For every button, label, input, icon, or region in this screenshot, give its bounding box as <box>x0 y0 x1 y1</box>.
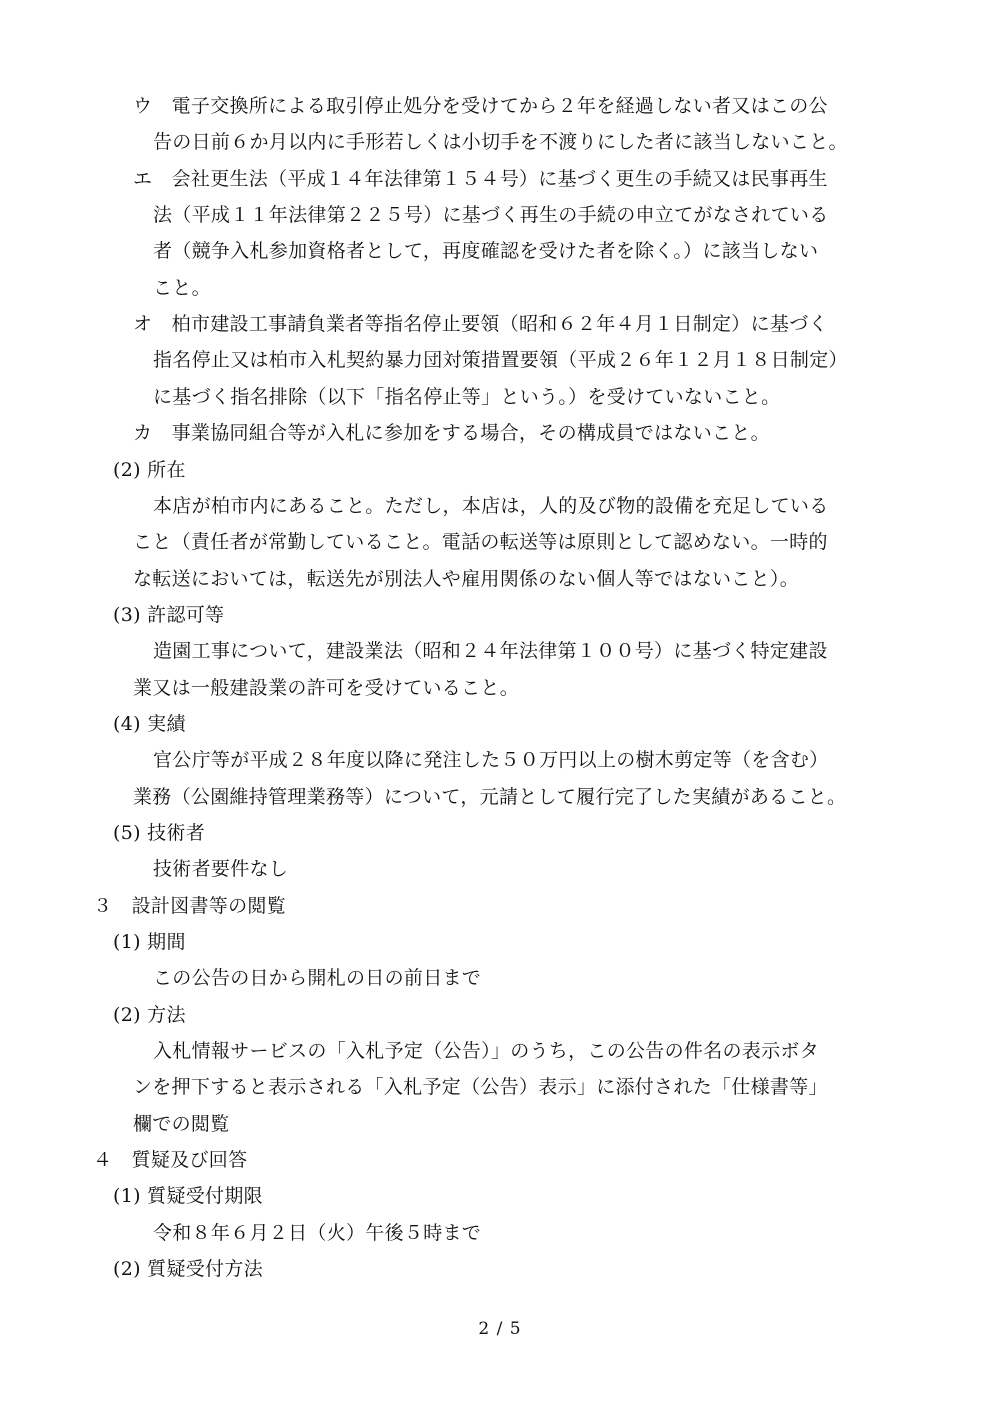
item-ka-line-1: カ 事業協同組合等が入札に参加をする場合，その構成員ではないこと。 <box>133 422 770 444</box>
location-line-3: な転送においては，転送先が別法人や雇用関係のない個人等ではないこと）。 <box>133 568 800 590</box>
item-u-line-2: 告の日前６か月以内に手形若しくは小切手を不渡りにした者に該当しないこと。 <box>153 131 848 153</box>
method-line-3: 欄での閲覧 <box>133 1113 230 1135</box>
location-line-1: 本店が柏市内にあること。ただし，本店は，人的及び物的設備を充足している <box>153 495 829 517</box>
item-e-line-4: こと。 <box>153 277 211 299</box>
item-e-line-2: 法（平成１１年法律第２２５号）に基づく再生の手続の申立てがなされている <box>153 204 829 226</box>
item-o-line-3: に基づく指名排除（以下「指名停止等」という。）を受けていないこと。 <box>153 386 781 408</box>
record-line-2: 業務（公園維持管理業務等）について，元請として履行完了した実績があること。 <box>133 786 847 808</box>
item-o-line-2: 指名停止又は柏市入札契約暴力団対策措置要領（平成２６年１２月１８日制定） <box>153 349 848 371</box>
method-line-1: 入札情報サービスの「入札予定（公告）」のうち，この公告の件名の表示ボタ <box>153 1040 820 1062</box>
section-3-heading: ３ 設計図書等の閲覧 <box>93 895 287 917</box>
deadline-line-1: 令和８年６月２日（火）午後５時まで <box>153 1222 482 1244</box>
permits-line-1: 造園工事について，建設業法（昭和２４年法律第１００号）に基づく特定建設 <box>153 640 828 662</box>
heading-3-permits: (3) 許認可等 <box>113 604 225 626</box>
item-e-line-3: 者（競争入札参加資格者として，再度確認を受けた者を除く。）に該当しない <box>153 240 819 262</box>
location-line-2: こと（責任者が常勤していること。電話の転送等は原則として認めない。一時的 <box>133 531 828 553</box>
heading-5-engineer: (5) 技術者 <box>113 822 206 844</box>
heading-4-record: (4) 実績 <box>113 713 186 735</box>
item-u-line-1: ウ 電子交換所による取引停止処分を受けてから２年を経過しない者又はこの公 <box>133 95 828 117</box>
heading-2-location: (2) 所在 <box>113 459 186 481</box>
item-o-line-1: オ 柏市建設工事請負業者等指名停止要領（昭和６２年４月１日制定）に基づく <box>133 313 828 335</box>
permits-line-2: 業又は一般建設業の許可を受けていること。 <box>133 677 520 699</box>
heading-4-2-method: (2) 質疑受付方法 <box>113 1258 263 1280</box>
heading-3-1-period: (1) 期間 <box>113 931 186 953</box>
method-line-2: ンを押下すると表示される「入札予定（公告）表示」に添付された「仕様書等」 <box>133 1076 828 1098</box>
section-4-heading: ４ 質疑及び回答 <box>93 1149 248 1171</box>
item-e-line-1: エ 会社更生法（平成１４年法律第１５４号）に基づく更生の手続又は民事再生 <box>133 168 828 190</box>
heading-4-1-deadline: (1) 質疑受付期限 <box>113 1185 263 1207</box>
heading-3-2-method: (2) 方法 <box>113 1004 186 1026</box>
period-line-1: この公告の日から開札の日の前日まで <box>153 967 482 989</box>
engineer-line-1: 技術者要件なし <box>153 858 289 880</box>
page-number: 2 / 5 <box>478 1319 522 1339</box>
record-line-1: 官公庁等が平成２８年度以降に発注した５０万円以上の樹木剪定等（を含む） <box>153 749 829 771</box>
